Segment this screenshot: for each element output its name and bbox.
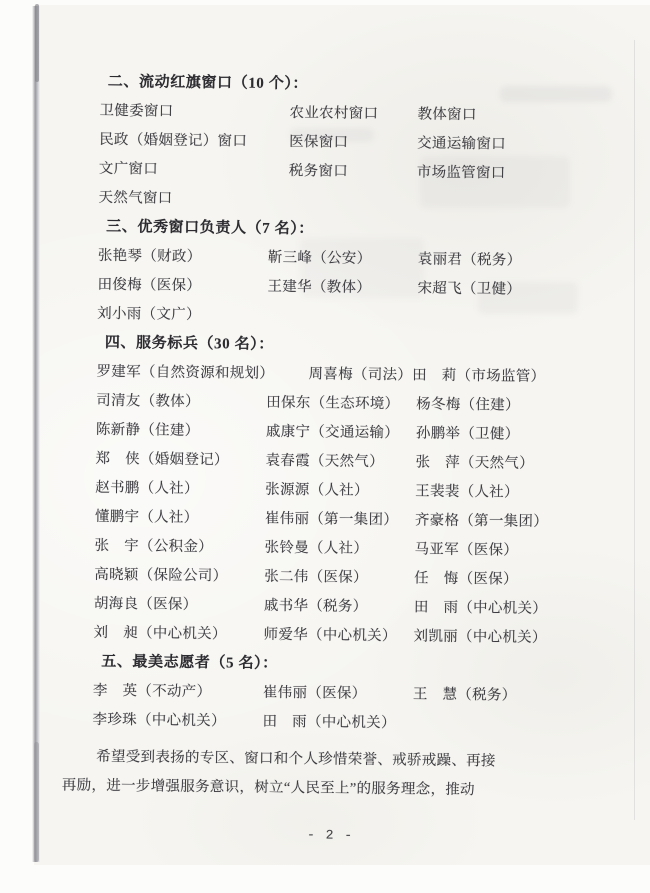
- paragraph-text: 再励，进一步增强服务意识，树立“人民至上”的服务理念，推动: [61, 777, 475, 799]
- awardee-cell: 袁丽君（税务）: [417, 251, 522, 269]
- paragraph-text: 希望受到表扬的专区、窗口和个人珍惜荣誉、戒骄戒躁、再接: [96, 748, 496, 770]
- awardee-cell: 张艳琴（财政）: [97, 247, 202, 266]
- window-cell: 税务窗口: [288, 163, 349, 180]
- awardee-cell: 崔伟丽（医保）: [262, 684, 367, 702]
- awardee-cell: 靳三峰（公安）: [267, 249, 372, 267]
- window-cell: 农业农村窗口: [289, 105, 379, 123]
- awardee-cell: 刘小雨（文广）: [97, 305, 201, 324]
- awardee-cell: 郑 侠（婚姻登记）: [95, 450, 229, 469]
- awardee-cell: 孙鹏举（卫健）: [415, 425, 520, 443]
- document-content: [0, 67, 650, 849]
- awardee-cell: 刘凯丽（中心机关）: [413, 628, 547, 646]
- awardee-cell: 杨冬梅（住建）: [416, 396, 520, 414]
- awardee-cell: 师爱华（中心机关）: [263, 626, 397, 645]
- window-cell: 民政（婚姻登记）窗口: [99, 131, 248, 150]
- window-cell: 卫健委窗口: [99, 102, 174, 120]
- awardee-cell: 田俊梅（医保）: [97, 276, 202, 295]
- awardee-cell: 李珍珠（中心机关）: [92, 711, 226, 730]
- awardee-cell: 齐豪格（第一集团）: [414, 512, 549, 530]
- awardee-cell: 张二伟（医保）: [264, 568, 368, 586]
- awardee-cell: 高晓颖（保险公司）: [94, 566, 228, 585]
- window-cell: 教体窗口: [417, 106, 477, 124]
- awardee-cell: 王裴裴（人社）: [415, 483, 519, 501]
- awardee-cell: 王建华（教体）: [267, 278, 372, 296]
- awardee-cell: 戚康宁（交通运输）: [265, 423, 400, 442]
- awardee-cell: 罗建军（自然资源和规划）: [96, 363, 275, 382]
- window-cell: 交通运输窗口: [417, 135, 507, 153]
- awardee-cell: 崔伟丽（第一集团）: [264, 510, 399, 529]
- awardee-cell: 赵书鹏（人社）: [95, 479, 199, 498]
- awardee-cell: 张 萍（天然气）: [415, 454, 535, 472]
- section-heading-text: 四、服务标兵（30 名）：: [104, 334, 275, 353]
- awardee-cell: 懂鹏宇（人社）: [94, 508, 199, 527]
- awardee-cell: 王 慧（税务）: [412, 686, 517, 704]
- section-heading-text: 三、优秀窗口负责人（7 名）：: [106, 218, 315, 238]
- awardee-cell: 周喜梅（司法）: [308, 366, 413, 384]
- closing-paragraph-line: [0, 771, 642, 807]
- awardee-cell: 马亚军（医保）: [414, 541, 519, 559]
- awardee-cell: 刘 昶（中心机关）: [93, 624, 227, 643]
- awardee-cell: 袁春霞（天然气）: [265, 452, 385, 471]
- window-cell: 文广窗口: [98, 160, 159, 178]
- awardee-cell: 田 雨（中心机关）: [262, 713, 396, 732]
- awardee-cell: 陈新静（住建）: [95, 421, 200, 440]
- awardee-cell: 田 莉（市场监管）: [412, 367, 546, 385]
- awardee-cell: 田保东（生态环境）: [266, 394, 400, 413]
- awardee-cell: 张铃曼（人社）: [264, 539, 369, 557]
- awardee-cell: 宋超飞（卫健）: [417, 280, 522, 298]
- section-heading-text: 五、最美志愿者（5 名）：: [101, 653, 278, 672]
- window-cell: 医保窗口: [289, 134, 349, 151]
- awardee-list-row: [0, 705, 643, 741]
- section-heading-text: 二、流动红旗窗口（10 个）：: [107, 73, 309, 93]
- window-cell: 天然气窗口: [98, 189, 173, 207]
- awardee-cell: 李 英（不动产）: [92, 682, 212, 701]
- awardee-cell: 任 悔（医保）: [414, 570, 518, 588]
- awardee-cell: 胡海良（医保）: [93, 595, 198, 614]
- awardee-cell: 戚书华（税务）: [263, 597, 368, 615]
- awardee-cell: 张源源（人社）: [265, 481, 369, 499]
- awardee-cell: 司清友（教体）: [96, 392, 200, 411]
- awardee-cell: 田 雨（中心机关）: [413, 599, 548, 617]
- window-cell: 市场监管窗口: [416, 164, 506, 182]
- page-number: - 2 -: [306, 827, 354, 843]
- awardee-cell: 张 宇（公积金）: [94, 537, 214, 556]
